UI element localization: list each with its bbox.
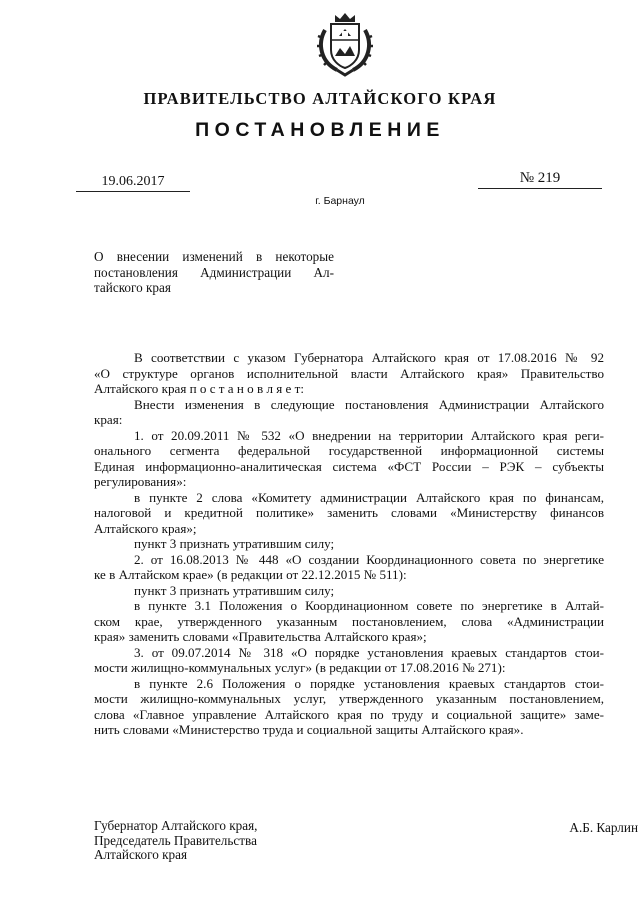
body-line: онального сегмента федеральной государственной информационной системы xyxy=(94,443,604,458)
body-line: мости жилищно-коммунальных услуг» (в редакции от 17.08.2016 № 271): xyxy=(94,660,506,675)
document-date: 19.06.2017 xyxy=(76,174,190,192)
body-paragraph xyxy=(94,536,604,552)
subject-line: О внесении изменений в некоторые xyxy=(94,249,334,264)
body-line: 2. от 16.08.2013 № 448 «О создании Координационного совета по энергетике xyxy=(134,551,604,567)
body-paragraph xyxy=(94,350,604,397)
body-line: края: xyxy=(94,412,123,427)
body-line: нить словами «Министерство труда и социальной защиты Алтайского края». xyxy=(94,722,524,737)
body-paragraph xyxy=(94,645,604,676)
body-line: Алтайского края п о с т а н о в л я е т: xyxy=(94,381,304,396)
body-line: в пункте 3.1 Положения о Координационном совете по энергетике в Алтай- xyxy=(134,598,604,613)
government-name: ПРАВИТЕЛЬСТВО АЛТАЙСКОГО КРАЯ xyxy=(143,89,497,108)
signature-title-line: Председатель Правительства xyxy=(94,832,257,848)
body-line: мости жилищно-коммунальных услуг, утвержденного указанным постановлением, xyxy=(94,691,604,706)
body-line: пункт 3 признать утратившим силу; xyxy=(134,582,335,598)
body-line: края» заменить словами «Правительства Алтайского края»; xyxy=(94,629,427,644)
altai-krai-coat-of-arms-icon xyxy=(313,10,377,78)
body-line: слова «Главное управление Алтайского края по труду и социальной защите» заме- xyxy=(94,706,604,722)
body-line: 1. от 20.09.2011 № 532 «О внедрении на территории Алтайского края реги- xyxy=(134,427,604,443)
body-line: пункт 3 признать утратившим силу; xyxy=(134,536,335,551)
body-paragraph xyxy=(94,428,604,490)
body-line: в пункте 2.6 Положения о порядке установления краевых стандартов стои- xyxy=(134,675,604,691)
document-subject xyxy=(94,249,334,296)
signature-title-line: Губернатор Алтайского края, xyxy=(94,818,258,833)
document-body xyxy=(94,350,604,738)
body-paragraph xyxy=(94,676,604,738)
body-line: регулирования»: xyxy=(94,474,187,489)
body-line: «О структуре органов исполнительной власти Алтайского края» Правительство xyxy=(94,365,604,381)
signature-title-line: Алтайского края xyxy=(94,847,188,862)
body-line: Единая информационно-аналитическая система «ФСТ России – РЭК – субъекты xyxy=(94,458,604,474)
body-line: В соответствии с указом Губернатора Алтайского края от 17.08.2016 № 92 xyxy=(134,350,604,365)
body-paragraph xyxy=(94,598,604,645)
body-line: ке в Алтайском крае» (в редакции от 22.12.2015 № 511): xyxy=(94,567,407,582)
body-paragraph xyxy=(94,552,604,583)
body-line: в пункте 2 слова «Комитету администрации Алтайского края по финансам, xyxy=(134,489,604,505)
subject-line: тайского края xyxy=(94,280,171,295)
subject-line: постановления Администрации Ал- xyxy=(94,264,334,280)
body-line: Внести изменения в следующие постановления Администрации Алтайского xyxy=(134,396,604,412)
body-line: Алтайского края»; xyxy=(94,520,197,536)
city-name: г. Барнаул xyxy=(315,195,365,207)
signatory-name: А.Б. Карлин xyxy=(569,820,638,835)
body-paragraph xyxy=(94,397,604,428)
body-line: ском крае, утвержденного указанным постановлением, слова «Администрации xyxy=(94,613,604,629)
signature-block xyxy=(94,819,604,863)
document-type-title: ПОСТАНОВЛЕНИЕ xyxy=(195,119,445,141)
body-paragraph xyxy=(94,490,604,537)
body-line: налоговой и кредитной политике» заменить словами «Министерству финансов xyxy=(94,505,604,520)
body-line: 3. от 09.07.2014 № 318 «О порядке установления краевых стандартов стои- xyxy=(134,644,604,660)
document-number: № 219 xyxy=(478,170,602,189)
body-paragraph xyxy=(94,583,604,599)
